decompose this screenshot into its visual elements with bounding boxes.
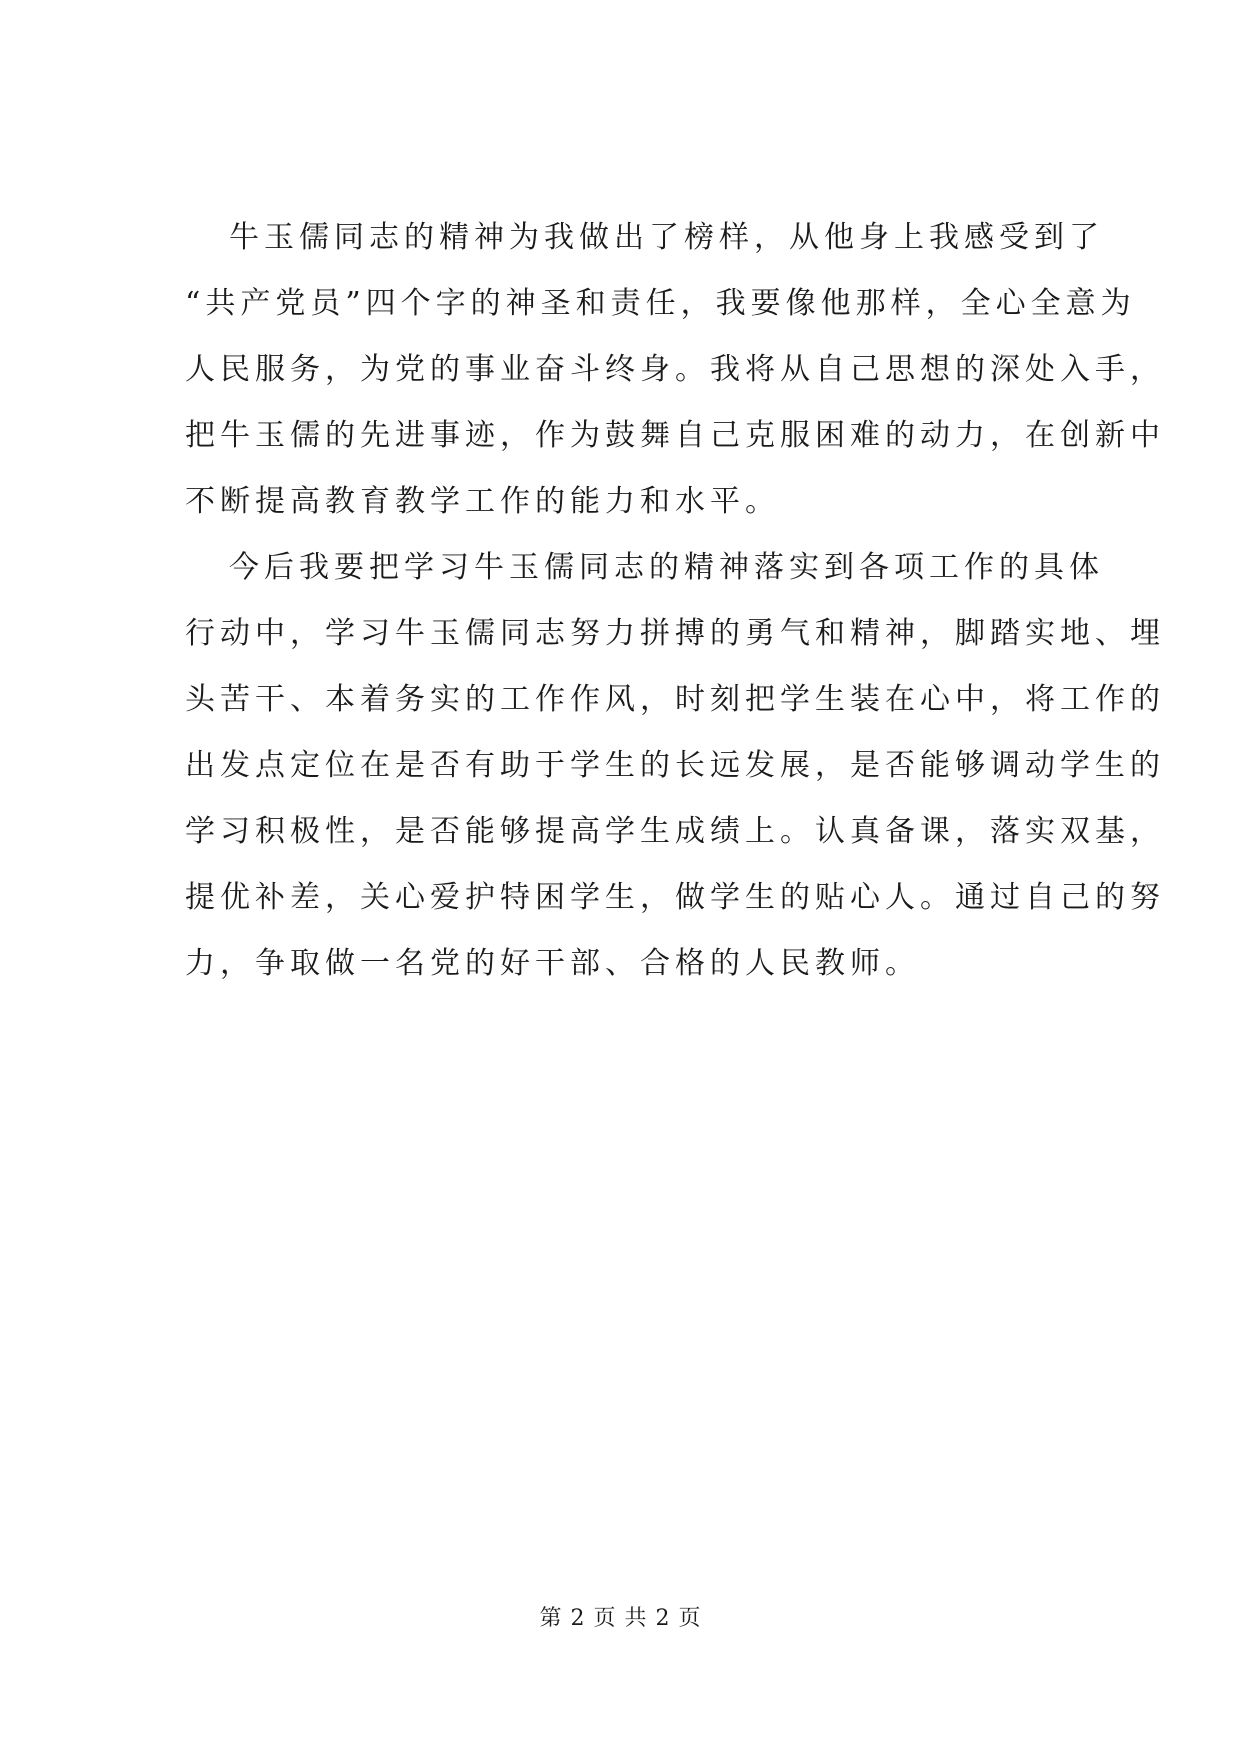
text-line: 行动中，学习牛玉儒同志努力拼搏的勇气和精神，脚踏实地、埋 — [185, 616, 1165, 651]
paragraph-2 — [185, 535, 1165, 997]
text-line: 力，争取做一名党的好干部、合格的人民教师。 — [185, 946, 920, 981]
page-footer: 第 2 页 共 2 页 — [539, 1606, 702, 1631]
document-body — [185, 205, 1165, 997]
text-line: 今后我要把学习牛玉儒同志的精神落实到各项工作的具体 — [229, 550, 1104, 585]
text-line: 牛玉儒同志的精神为我做出了榜样，从他身上我感受到了 — [229, 220, 1104, 255]
text-line: “共产党员”四个字的神圣和责任，我要像他那样，全心全意为 — [185, 286, 1136, 321]
text-line: 把牛玉儒的先进事迹，作为鼓舞自己克服困难的动力，在创新中 — [185, 418, 1165, 453]
text-line: 提优补差，关心爱护特困学生，做学生的贴心人。通过自己的努 — [185, 880, 1165, 915]
text-line: 头苦干、本着务实的工作作风，时刻把学生装在心中，将工作的 — [185, 682, 1165, 717]
text-line: 出发点定位在是否有助于学生的长远发展，是否能够调动学生的 — [185, 748, 1165, 783]
paragraph-1 — [185, 205, 1165, 535]
text-line: 人民服务，为党的事业奋斗终身。我将从自己思想的深处入手， — [185, 352, 1165, 387]
text-line: 不断提高教育教学工作的能力和水平。 — [185, 484, 780, 519]
text-line: 学习积极性，是否能够提高学生成绩上。认真备课，落实双基， — [185, 814, 1165, 849]
